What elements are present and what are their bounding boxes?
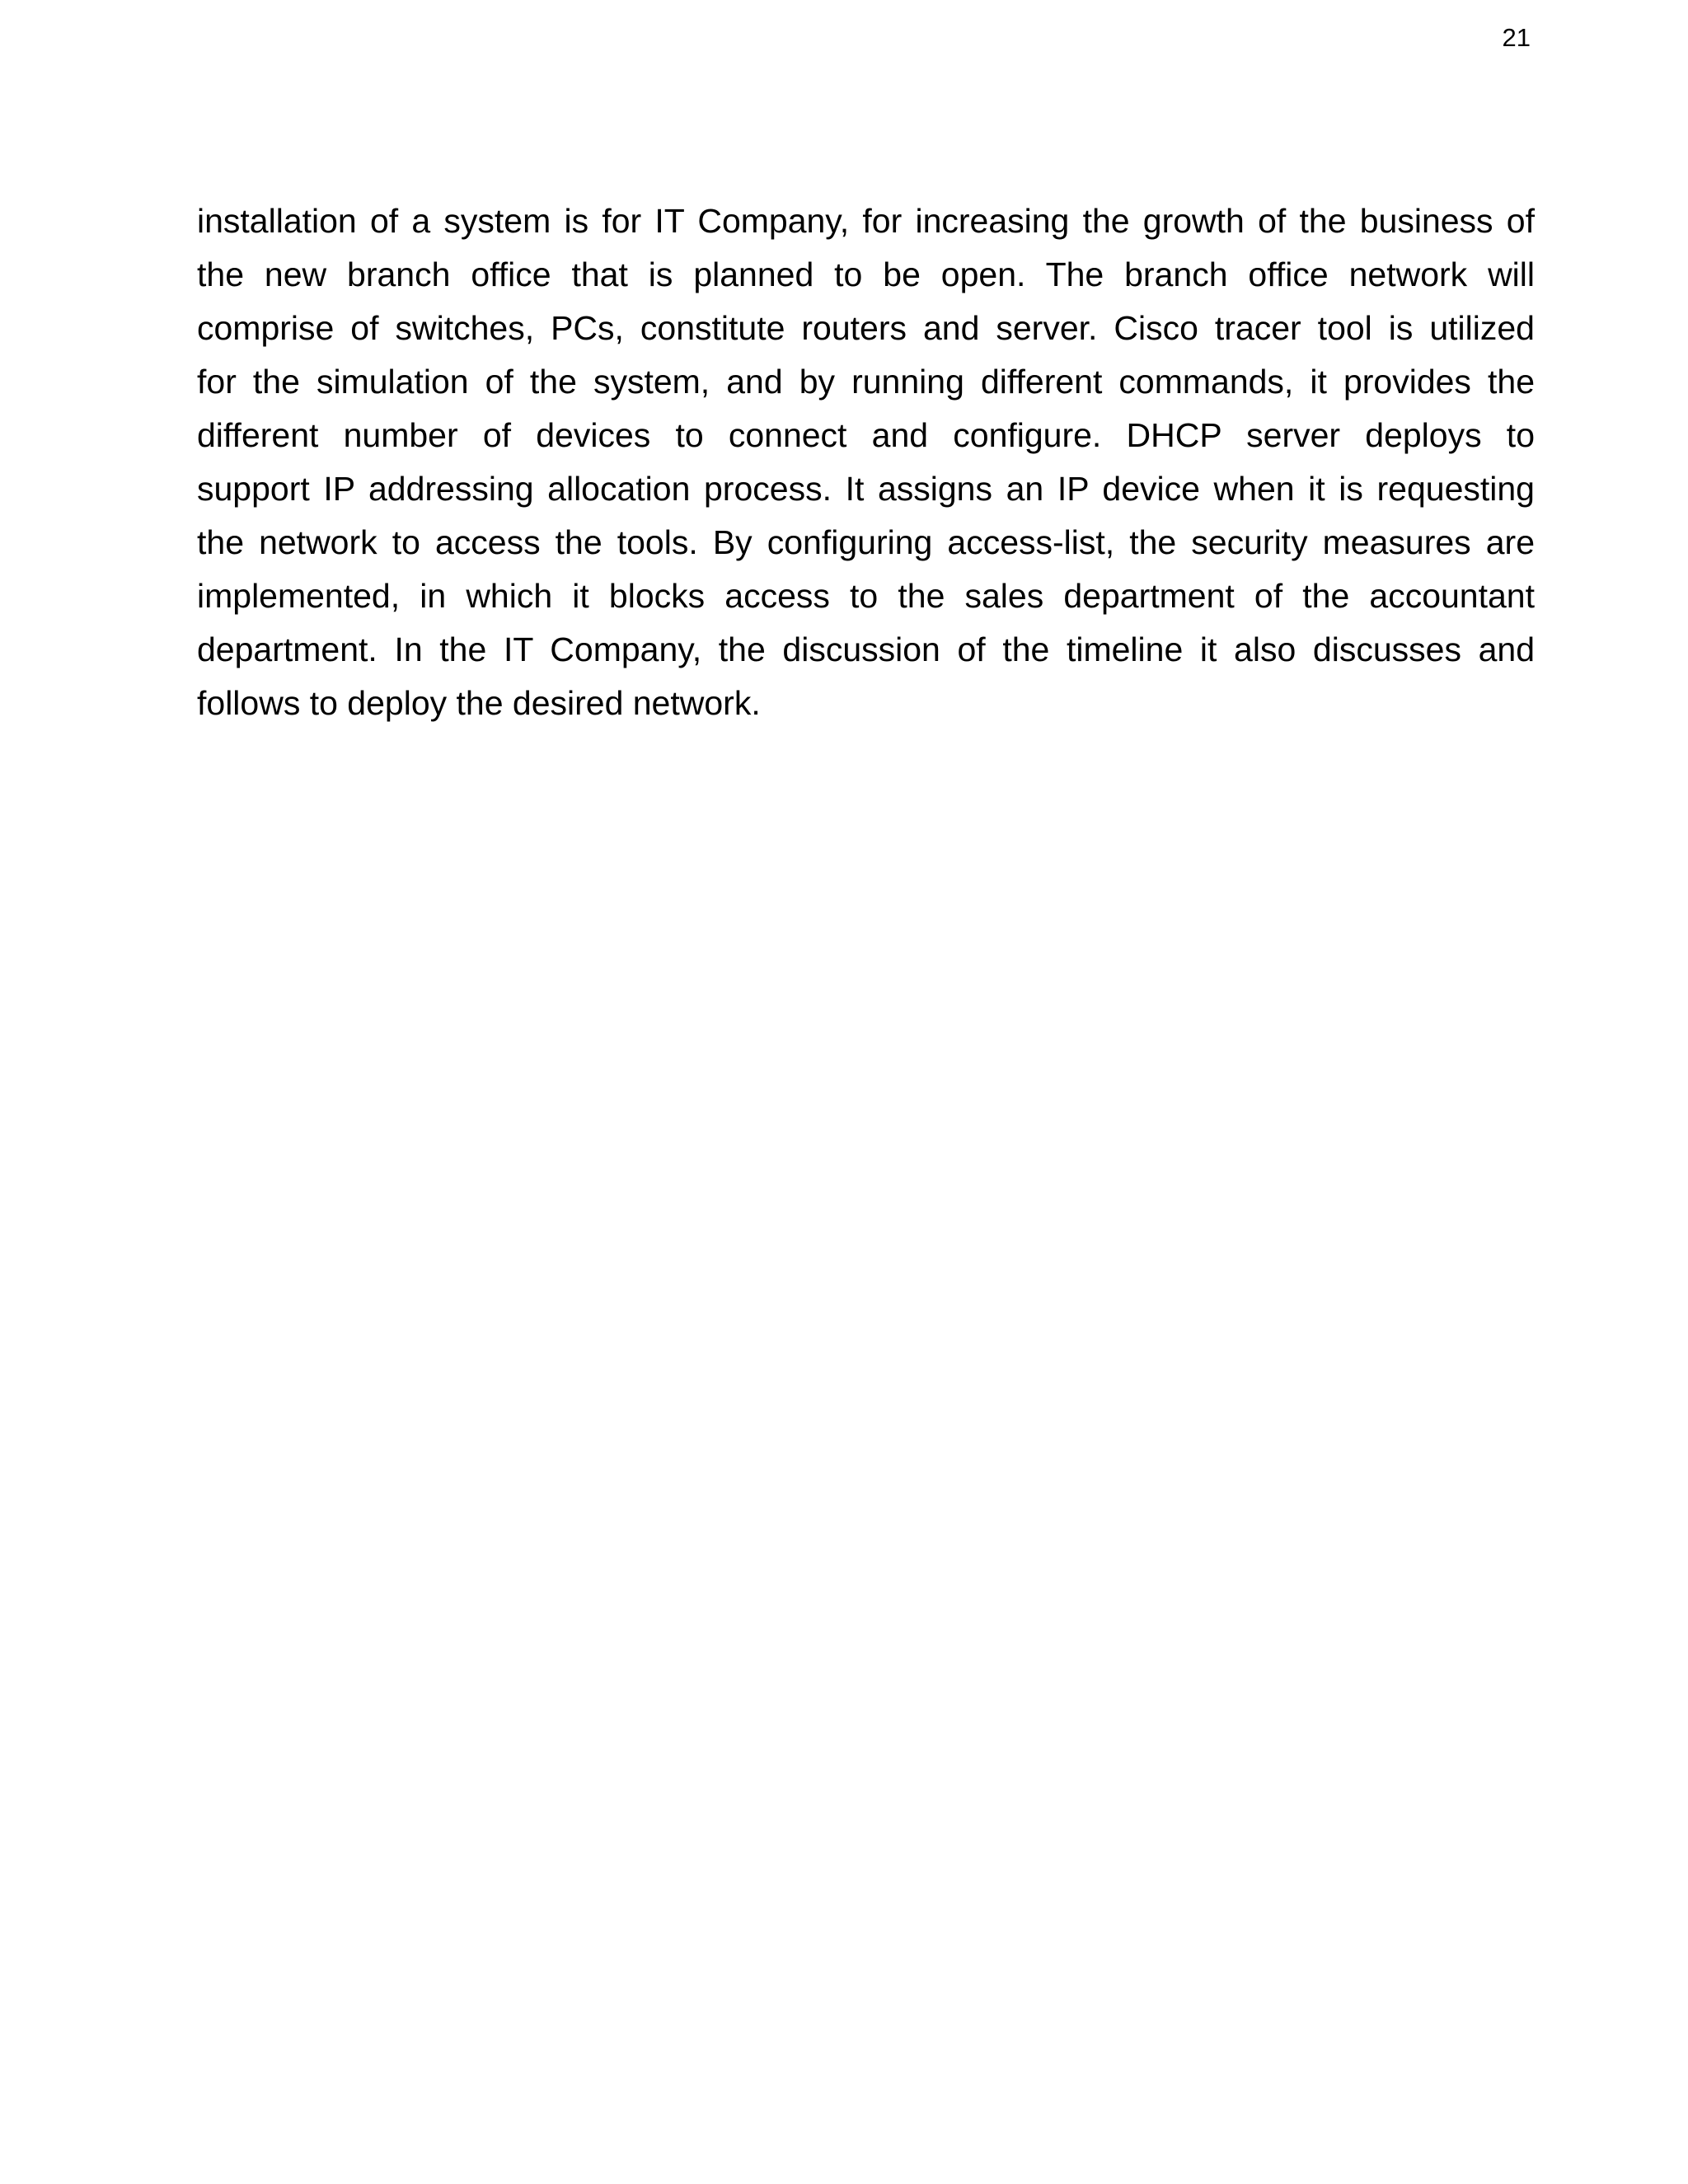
paragraph-line: installation of a system is for IT Company, for increasing the growth of the business of — [197, 202, 1535, 240]
body-paragraph — [197, 194, 1535, 730]
paragraph-line: implemented, in which it blocks access to the sales department of the accountant — [197, 577, 1535, 615]
paragraph-line: for the simulation of the system, and by running different commands, it provides the — [197, 363, 1535, 401]
paragraph-line: the new branch office that is planned to be open. The branch office network will — [197, 255, 1535, 293]
paragraph-line: different number of devices to connect and configure. DHCP server deploys to — [197, 416, 1535, 454]
page-number: 21 — [1502, 23, 1531, 52]
paragraph-line: follows to deploy the desired network. — [197, 684, 761, 722]
paragraph-line: department. In the IT Company, the discussion of the timeline it also discusses and — [197, 630, 1535, 668]
paragraph-line: comprise of switches, PCs, constitute routers and server. Cisco tracer tool is utilized — [197, 309, 1535, 347]
paragraph-line: support IP addressing allocation process. It assigns an IP device when it is requesting — [197, 470, 1535, 508]
paragraph-line: the network to access the tools. By configuring access-list, the security measures are — [197, 523, 1535, 561]
